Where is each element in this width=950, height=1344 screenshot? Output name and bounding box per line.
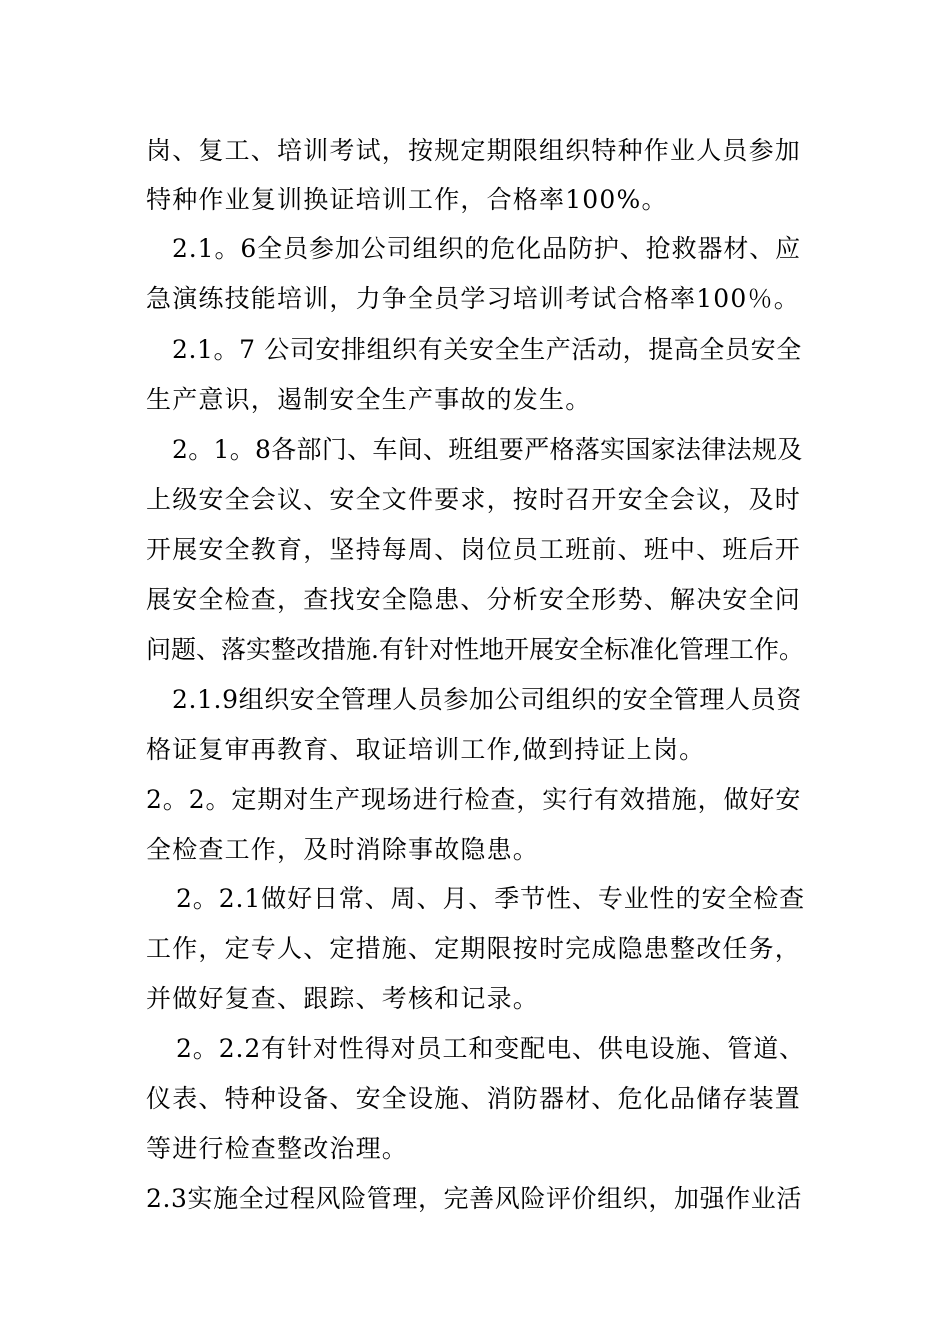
text-line-21: 等进行检查整改治理。 (146, 1134, 409, 1163)
text-line-6: 生产意识，遏制安全生产事故的发生。 (146, 385, 592, 414)
text-line-15: 全检查工作，及时消除事故隐患。 (146, 835, 540, 864)
text-line-16: 2。2.1做好日常、周、月、季节性、专业性的安全检查 (176, 884, 806, 913)
text-line-14: 2。2。定期对生产现场进行检查，实行有效措施，做好安 (146, 785, 802, 814)
text-line-8: 上级安全会议、安全文件要求，按时召开安全会议，及时 (146, 485, 802, 514)
text-line-2: 特种作业复训换证培训工作，合格率100%。 (146, 185, 668, 214)
text-line-20: 仪表、特种设备、安全设施、消防器材、危化品储存装置 (146, 1084, 802, 1113)
text-line-4: 急演练技能培训，力争全员学习培训考试合格率100％。 (146, 284, 800, 313)
text-line-9: 开展安全教育，坚持每周、岗位员工班前、班中、班后开 (146, 535, 802, 564)
text-line-5: 2.1。7 公司安排组织有关安全生产活动，提高全员安全 (172, 335, 802, 364)
text-line-7: 2。1。8各部门、车间、班组要严格落实国家法律法规及 (172, 435, 803, 464)
text-line-11: 问题、落实整改措施.有针对性地开展安全标准化管理工作。 (146, 635, 804, 664)
text-line-18: 并做好复查、跟踪、考核和记录。 (146, 984, 540, 1013)
text-line-22: 2.3实施全过程风险管理，完善风险评价组织，加强作业活 (146, 1184, 802, 1213)
text-line-10: 展安全检查，查找安全隐患、分析安全形势、解决安全问 (146, 585, 802, 614)
text-line-12: 2.1.9组织安全管理人员参加公司组织的安全管理人员资 (172, 685, 802, 714)
text-line-19: 2。2.2有针对性得对员工和变配电、供电设施、管道、 (176, 1034, 806, 1063)
text-line-1: 岗、复工、培训考试，按规定期限组织特种作业人员参加 (146, 136, 802, 165)
text-line-3: 2.1。6全员参加公司组织的危化品防护、抢救器材、应 (172, 234, 802, 263)
text-line-13: 格证复审再教育、取证培训工作,做到持证上岗。 (146, 735, 706, 764)
text-line-17: 工作，定专人、定措施、定期限按时完成隐患整改任务， (146, 934, 802, 963)
